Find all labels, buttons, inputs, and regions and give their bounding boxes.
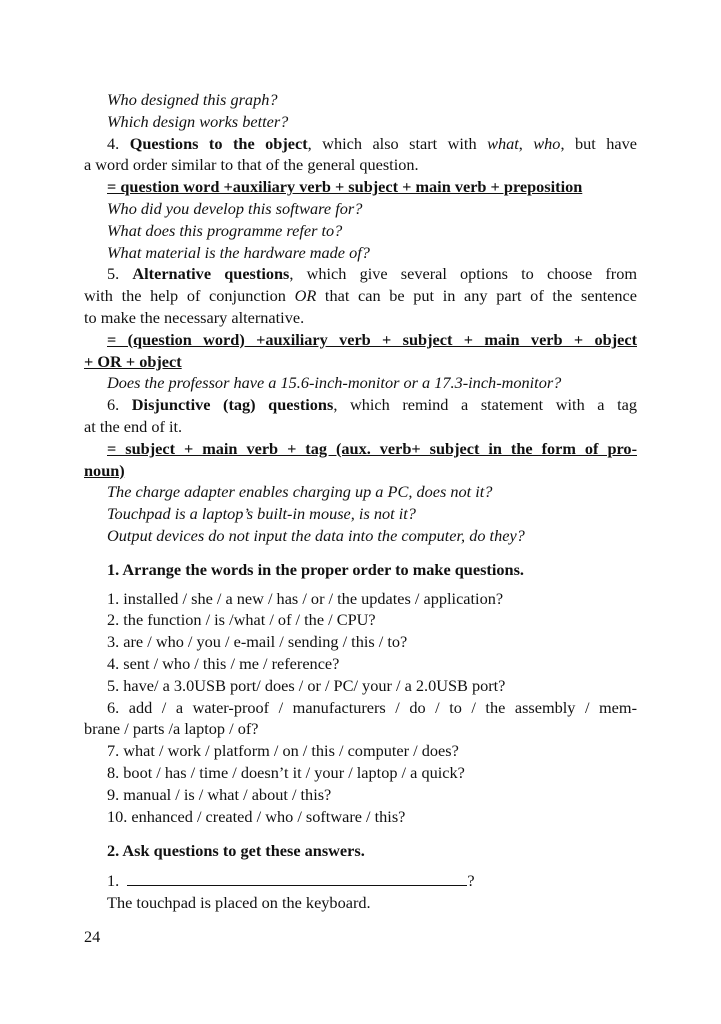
example-question: The charge adapter enables charging up a PC, does not it? — [107, 482, 493, 502]
list-item-cont: brane / parts /a laptop / of? — [84, 719, 259, 739]
list-item: 3. are / who / you / e-mail / sending / this / to? — [107, 632, 408, 652]
example-question: Who designed this graph? — [107, 90, 278, 109]
word-what: what — [487, 133, 519, 153]
type4-desc: , which also start with — [307, 133, 488, 153]
list-item: 10. enhanced / created / who / software / this? — [107, 806, 406, 826]
page-content — [84, 89, 637, 914]
blank-number: 1. — [107, 871, 120, 891]
type5-title: Alternative questions — [132, 264, 290, 284]
word-who: who — [533, 133, 561, 153]
type5-formula-line — [84, 329, 637, 351]
type4-desc-end: , but have — [560, 133, 638, 153]
example-question: What material is the hardware made of? — [107, 242, 370, 262]
answer-blank-line — [84, 869, 637, 892]
type4-title: Questions to the object — [129, 133, 308, 153]
list-item: 1. installed / she / a new / has / or / the updates / application? — [107, 588, 504, 608]
list-item: 2. the function / is /what / of / the / CPU? — [107, 610, 376, 630]
list-item: 9. manual / is / what / about / this? — [107, 784, 332, 804]
page-number: 24 — [84, 927, 101, 946]
example-question: Who did you develop this software for? — [107, 198, 363, 218]
example-question: Which design works better? — [107, 111, 289, 131]
given-answer: The touchpad is placed on the keyboard. — [107, 892, 371, 912]
type6-desc-line: at the end of it. — [84, 416, 183, 436]
type6-formula-end: noun) — [84, 460, 125, 480]
word-or: OR — [294, 286, 317, 306]
list-item: 8. boot / has / time / doesn’t it / your / laptop / a quick? — [107, 762, 465, 782]
example-question: Does the professor have a 15.6-inch-monitor or a 17.3-inch-monitor? — [107, 373, 562, 393]
type6-formula-line — [84, 438, 637, 460]
type5-desc-line: to make the necessary alternative. — [84, 307, 305, 327]
type5-intro — [84, 263, 637, 285]
type5-desc-part: that can be put in any part of the sentence — [316, 286, 637, 306]
type6-title: Disjunctive (tag) questions — [131, 395, 334, 415]
example-question: Output devices do not input the data into the computer, do they? — [107, 525, 525, 545]
exercise1-list — [84, 588, 637, 828]
type4-number: 4. — [107, 133, 120, 153]
question-mark: ? — [467, 871, 475, 891]
type6-formula: = subject + main verb + tag (aux. verb+ subject in the form of pro- — [107, 438, 637, 458]
example-question: What does this programme refer to? — [107, 220, 343, 240]
example-question: Touchpad is a laptop’s built-in mouse, is not it? — [107, 504, 416, 524]
list-item: 5. have/ a 3.0USB port/ does / or / PC/ your / a 2.0USB port? — [107, 675, 506, 695]
list-item — [84, 697, 637, 719]
list-item-text: 6. add / a water-proof / manufacturers / do / to / the assembly / mem- — [107, 697, 637, 717]
exercise2-heading: 2. Ask questions to get these answers. — [107, 841, 365, 861]
type5-number: 5. — [107, 264, 120, 284]
type5-formula-end: + OR + object — [84, 351, 182, 371]
type6-intro — [84, 394, 637, 416]
word-sep: , — [518, 133, 534, 153]
list-item: 7. what / work / platform / on / this / computer / does? — [107, 741, 459, 761]
type5-desc-part: with the help of conjunction — [84, 286, 295, 306]
exercise1-heading: 1. Arrange the words in the proper order to make questions. — [107, 559, 524, 579]
type5-formula: = (question word) +auxiliary verb + subject + main verb + object — [107, 329, 637, 349]
type6-number: 6. — [107, 395, 120, 415]
type4-desc-line: a word order similar to that of the general question. — [84, 155, 419, 175]
type4-formula: = question word +auxiliary verb + subject + main verb + preposition — [107, 177, 583, 197]
type5-desc-line — [84, 285, 637, 307]
answer-blank[interactable] — [127, 869, 467, 886]
list-item: 4. sent / who / this / me / reference? — [107, 653, 340, 673]
type5-desc: , which give several options to choose from — [289, 264, 637, 284]
type4-intro — [84, 133, 637, 155]
type6-desc: , which remind a statement with a tag — [333, 395, 637, 415]
